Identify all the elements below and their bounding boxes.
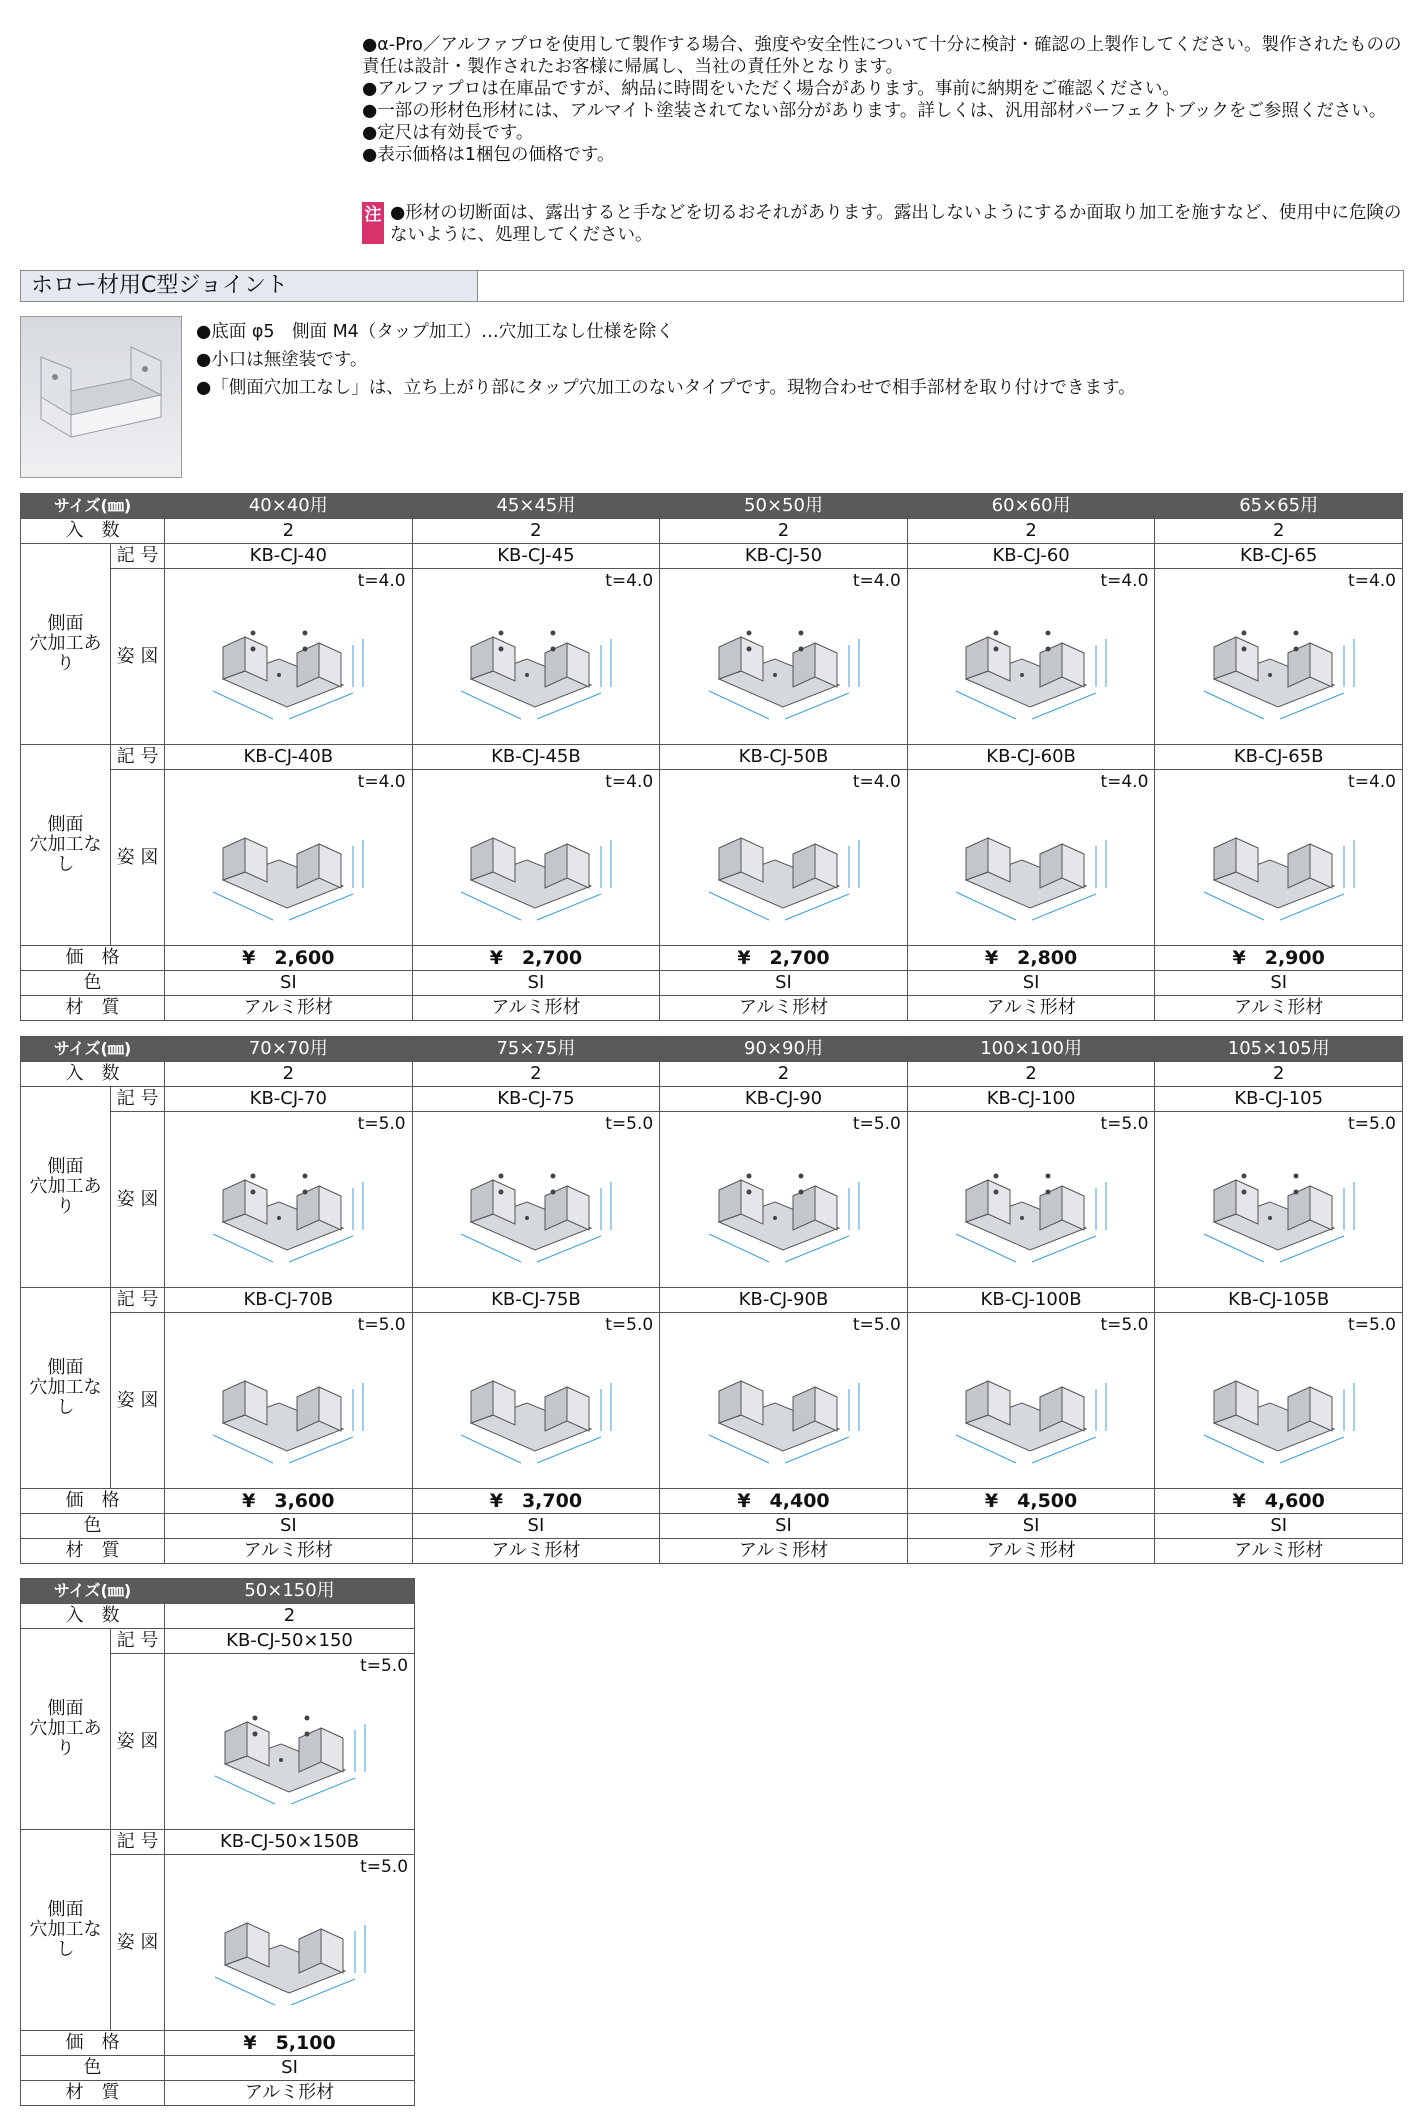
- material-label: 材 質: [21, 996, 165, 1021]
- intro-line-2: ●小口は無塗装です。: [196, 350, 368, 370]
- color-cell: SI: [165, 2056, 415, 2081]
- qty-label: 入 数: [21, 519, 165, 544]
- fig-label: 姿 図: [111, 1855, 165, 2031]
- qty-cell: 2: [165, 519, 413, 544]
- product-diagram: [907, 569, 1155, 745]
- thickness-label: t=5.0: [852, 1114, 901, 1134]
- code-label: 記 号: [111, 544, 165, 569]
- thickness-label: t=4.0: [357, 772, 406, 792]
- product-diagram: [165, 1313, 413, 1489]
- thickness-label: t=5.0: [360, 1656, 409, 1676]
- size-cell: 40×40用: [165, 494, 413, 519]
- intro-line-3: ●「側面穴加工なし」は、立ち上がり部にタップ穴加工のないタイプです。現物合わせで相手部材を取り付けできます。: [196, 378, 1136, 398]
- thickness-label: t=5.0: [357, 1315, 406, 1335]
- price-cell: ¥ 2,600: [165, 946, 413, 971]
- material-cell: アルミ形材: [412, 996, 660, 1021]
- thickness-label: t=4.0: [1100, 772, 1149, 792]
- code-cell: KB-CJ-45: [412, 544, 660, 569]
- color-cell: SI: [907, 971, 1155, 996]
- code-cell: KB-CJ-65B: [1155, 745, 1403, 770]
- section-title: ホロー材用C型ジョイント: [21, 271, 478, 301]
- thickness-label: t=4.0: [852, 772, 901, 792]
- color-cell: SI: [907, 1514, 1155, 1539]
- fig-label: 姿 図: [111, 1654, 165, 1830]
- intro-line-1: ●底面 φ5 側面 M4（タップ加工）…穴加工なし仕様を除く: [196, 322, 674, 342]
- product-diagram: [1155, 770, 1403, 946]
- holes-yes-label: 側面 穴加工あり: [21, 1629, 111, 1830]
- thickness-label: t=4.0: [605, 571, 654, 591]
- size-cell: 50×150用: [165, 1579, 415, 1604]
- color-cell: SI: [165, 971, 413, 996]
- thickness-label: t=5.0: [852, 1315, 901, 1335]
- code-label: 記 号: [111, 1830, 165, 1855]
- thickness-label: t=4.0: [852, 571, 901, 591]
- color-cell: SI: [660, 971, 908, 996]
- product-diagram: [1155, 1313, 1403, 1489]
- notes: [362, 34, 1402, 166]
- thickness-label: t=4.0: [1348, 571, 1396, 591]
- price-cell: ¥ 3,700: [412, 1489, 660, 1514]
- qty-label: 入 数: [21, 1604, 165, 1629]
- product-diagram: [1155, 1112, 1403, 1288]
- price-label: 価 格: [21, 2031, 165, 2056]
- code-cell: KB-CJ-90B: [660, 1288, 908, 1313]
- thickness-label: t=5.0: [1348, 1315, 1396, 1335]
- code-cell: KB-CJ-40B: [165, 745, 413, 770]
- price-cell: ¥ 4,400: [660, 1489, 908, 1514]
- product-diagram: [165, 1112, 413, 1288]
- product-diagram: [165, 1855, 415, 2031]
- price-cell: ¥ 2,700: [412, 946, 660, 971]
- size-header: サイズ(㎜): [21, 1037, 165, 1062]
- code-cell: KB-CJ-75: [412, 1087, 660, 1112]
- note-5: ●表示価格は1梱包の価格です。: [362, 145, 615, 165]
- color-label: 色: [21, 971, 165, 996]
- material-label: 材 質: [21, 2081, 165, 2106]
- fig-label: 姿 図: [111, 1313, 165, 1489]
- color-label: 色: [21, 1514, 165, 1539]
- price-label: 価 格: [21, 946, 165, 971]
- code-cell: KB-CJ-50B: [660, 745, 908, 770]
- qty-cell: 2: [1155, 519, 1403, 544]
- color-cell: SI: [1155, 971, 1403, 996]
- thickness-label: t=4.0: [1100, 571, 1149, 591]
- qty-cell: 2: [907, 519, 1155, 544]
- product-diagram: [412, 1313, 660, 1489]
- caution-text: ●形材の切断面は、露出すると手などを切るおそれがあります。露出しないようにするか面取り加工を施すなど、使用中に危険のないように、処理してください。: [390, 203, 1402, 245]
- material-cell: アルミ形材: [165, 1539, 413, 1564]
- price-cell: ¥ 2,800: [907, 946, 1155, 971]
- thickness-label: t=4.0: [1348, 772, 1396, 792]
- code-cell: KB-CJ-105: [1155, 1087, 1403, 1112]
- holes-yes-label: 側面 穴加工あり: [21, 544, 111, 745]
- section-title-bar: [20, 270, 1404, 302]
- product-diagram: [660, 1313, 908, 1489]
- product-diagram: [660, 1112, 908, 1288]
- material-cell: アルミ形材: [907, 996, 1155, 1021]
- qty-cell: 2: [412, 519, 660, 544]
- code-cell: KB-CJ-50×150: [165, 1629, 415, 1654]
- code-label: 記 号: [111, 745, 165, 770]
- thickness-label: t=5.0: [357, 1114, 406, 1134]
- price-cell: ¥ 4,500: [907, 1489, 1155, 1514]
- size-cell: 70×70用: [165, 1037, 413, 1062]
- price-cell: ¥ 2,900: [1155, 946, 1403, 971]
- price-cell: ¥ 2,700: [660, 946, 908, 971]
- size-cell: 100×100用: [907, 1037, 1155, 1062]
- size-cell: 90×90用: [660, 1037, 908, 1062]
- intro-text: [196, 318, 1136, 402]
- qty-cell: 2: [165, 1062, 413, 1087]
- product-diagram: [165, 1654, 415, 1830]
- size-cell: 60×60用: [907, 494, 1155, 519]
- qty-cell: 2: [907, 1062, 1155, 1087]
- code-label: 記 号: [111, 1629, 165, 1654]
- product-diagram: [660, 770, 908, 946]
- size-header: サイズ(㎜): [21, 1579, 165, 1604]
- code-label: 記 号: [111, 1288, 165, 1313]
- price-cell: ¥ 4,600: [1155, 1489, 1403, 1514]
- code-cell: KB-CJ-100: [907, 1087, 1155, 1112]
- color-cell: SI: [412, 971, 660, 996]
- product-diagram: [907, 1112, 1155, 1288]
- color-cell: SI: [1155, 1514, 1403, 1539]
- size-cell: 45×45用: [412, 494, 660, 519]
- product-diagram: [412, 770, 660, 946]
- product-diagram: [907, 770, 1155, 946]
- holes-no-label: 側面 穴加工なし: [21, 1288, 111, 1489]
- note-3: ●一部の形材色形材には、アルマイト塗装されてない部分があります。詳しくは、汎用部材パーフェクトブックをご参照ください。: [362, 101, 1387, 121]
- caution: [362, 202, 1402, 246]
- material-cell: アルミ形材: [165, 2081, 415, 2106]
- price-cell: ¥ 3,600: [165, 1489, 413, 1514]
- code-cell: KB-CJ-65: [1155, 544, 1403, 569]
- color-label: 色: [21, 2056, 165, 2081]
- spec-table-2: [20, 1036, 1403, 1564]
- thickness-label: t=5.0: [1100, 1114, 1149, 1134]
- size-cell: 75×75用: [412, 1037, 660, 1062]
- qty-cell: 2: [412, 1062, 660, 1087]
- size-cell: 105×105用: [1155, 1037, 1403, 1062]
- price-label: 価 格: [21, 1489, 165, 1514]
- material-cell: アルミ形材: [1155, 1539, 1403, 1564]
- size-cell: 50×50用: [660, 494, 908, 519]
- product-diagram: [907, 1313, 1155, 1489]
- material-cell: アルミ形材: [412, 1539, 660, 1564]
- code-cell: KB-CJ-50×150B: [165, 1830, 415, 1855]
- code-cell: KB-CJ-40: [165, 544, 413, 569]
- note-2: ●アルファプロは在庫品ですが、納品に時間をいただく場合があります。事前に納期をご確認ください。: [362, 79, 1180, 99]
- code-cell: KB-CJ-70B: [165, 1288, 413, 1313]
- product-diagram: [412, 569, 660, 745]
- product-diagram: [165, 569, 413, 745]
- note-1: ●α-Pro／アルファプロを使用して製作する場合、強度や安全性について十分に検討・確認の上製作してください。製作されたものの責任は設計・製作されたお客様に帰属し、当社の責任外となります。: [362, 35, 1402, 77]
- code-cell: KB-CJ-75B: [412, 1288, 660, 1313]
- intro: [20, 316, 1402, 478]
- material-cell: アルミ形材: [660, 996, 908, 1021]
- product-photo: [20, 316, 182, 478]
- material-cell: アルミ形材: [660, 1539, 908, 1564]
- material-cell: アルミ形材: [165, 996, 413, 1021]
- color-cell: SI: [660, 1514, 908, 1539]
- code-cell: KB-CJ-90: [660, 1087, 908, 1112]
- code-cell: KB-CJ-50: [660, 544, 908, 569]
- note-4: ●定尺は有効長です。: [362, 123, 534, 143]
- thickness-label: t=4.0: [605, 772, 654, 792]
- color-cell: SI: [412, 1514, 660, 1539]
- holes-no-label: 側面 穴加工なし: [21, 1830, 111, 2031]
- material-cell: アルミ形材: [907, 1539, 1155, 1564]
- fig-label: 姿 図: [111, 770, 165, 946]
- product-diagram: [165, 770, 413, 946]
- code-cell: KB-CJ-105B: [1155, 1288, 1403, 1313]
- code-cell: KB-CJ-70: [165, 1087, 413, 1112]
- code-label: 記 号: [111, 1087, 165, 1112]
- thickness-label: t=5.0: [1100, 1315, 1149, 1335]
- qty-cell: 2: [1155, 1062, 1403, 1087]
- thickness-label: t=5.0: [1348, 1114, 1396, 1134]
- holes-no-label: 側面 穴加工なし: [21, 745, 111, 946]
- qty-cell: 2: [660, 519, 908, 544]
- fig-label: 姿 図: [111, 1112, 165, 1288]
- code-cell: KB-CJ-60: [907, 544, 1155, 569]
- thickness-label: t=5.0: [605, 1114, 654, 1134]
- qty-cell: 2: [660, 1062, 908, 1087]
- fig-label: 姿 図: [111, 569, 165, 745]
- product-diagram: [660, 569, 908, 745]
- code-cell: KB-CJ-45B: [412, 745, 660, 770]
- code-cell: KB-CJ-100B: [907, 1288, 1155, 1313]
- caution-badge: 注: [362, 202, 384, 244]
- size-cell: 65×65用: [1155, 494, 1403, 519]
- thickness-label: t=5.0: [605, 1315, 654, 1335]
- holes-yes-label: 側面 穴加工あり: [21, 1087, 111, 1288]
- qty-cell: 2: [165, 1604, 415, 1629]
- size-header: サイズ(㎜): [21, 494, 165, 519]
- thickness-label: t=4.0: [357, 571, 406, 591]
- price-cell: ¥ 5,100: [165, 2031, 415, 2056]
- code-cell: KB-CJ-60B: [907, 745, 1155, 770]
- thickness-label: t=5.0: [360, 1857, 409, 1877]
- material-cell: アルミ形材: [1155, 996, 1403, 1021]
- product-diagram: [1155, 569, 1403, 745]
- qty-label: 入 数: [21, 1062, 165, 1087]
- spec-table-3: [20, 1578, 415, 2106]
- spec-table-1: [20, 493, 1403, 1021]
- color-cell: SI: [165, 1514, 413, 1539]
- material-label: 材 質: [21, 1539, 165, 1564]
- product-diagram: [412, 1112, 660, 1288]
